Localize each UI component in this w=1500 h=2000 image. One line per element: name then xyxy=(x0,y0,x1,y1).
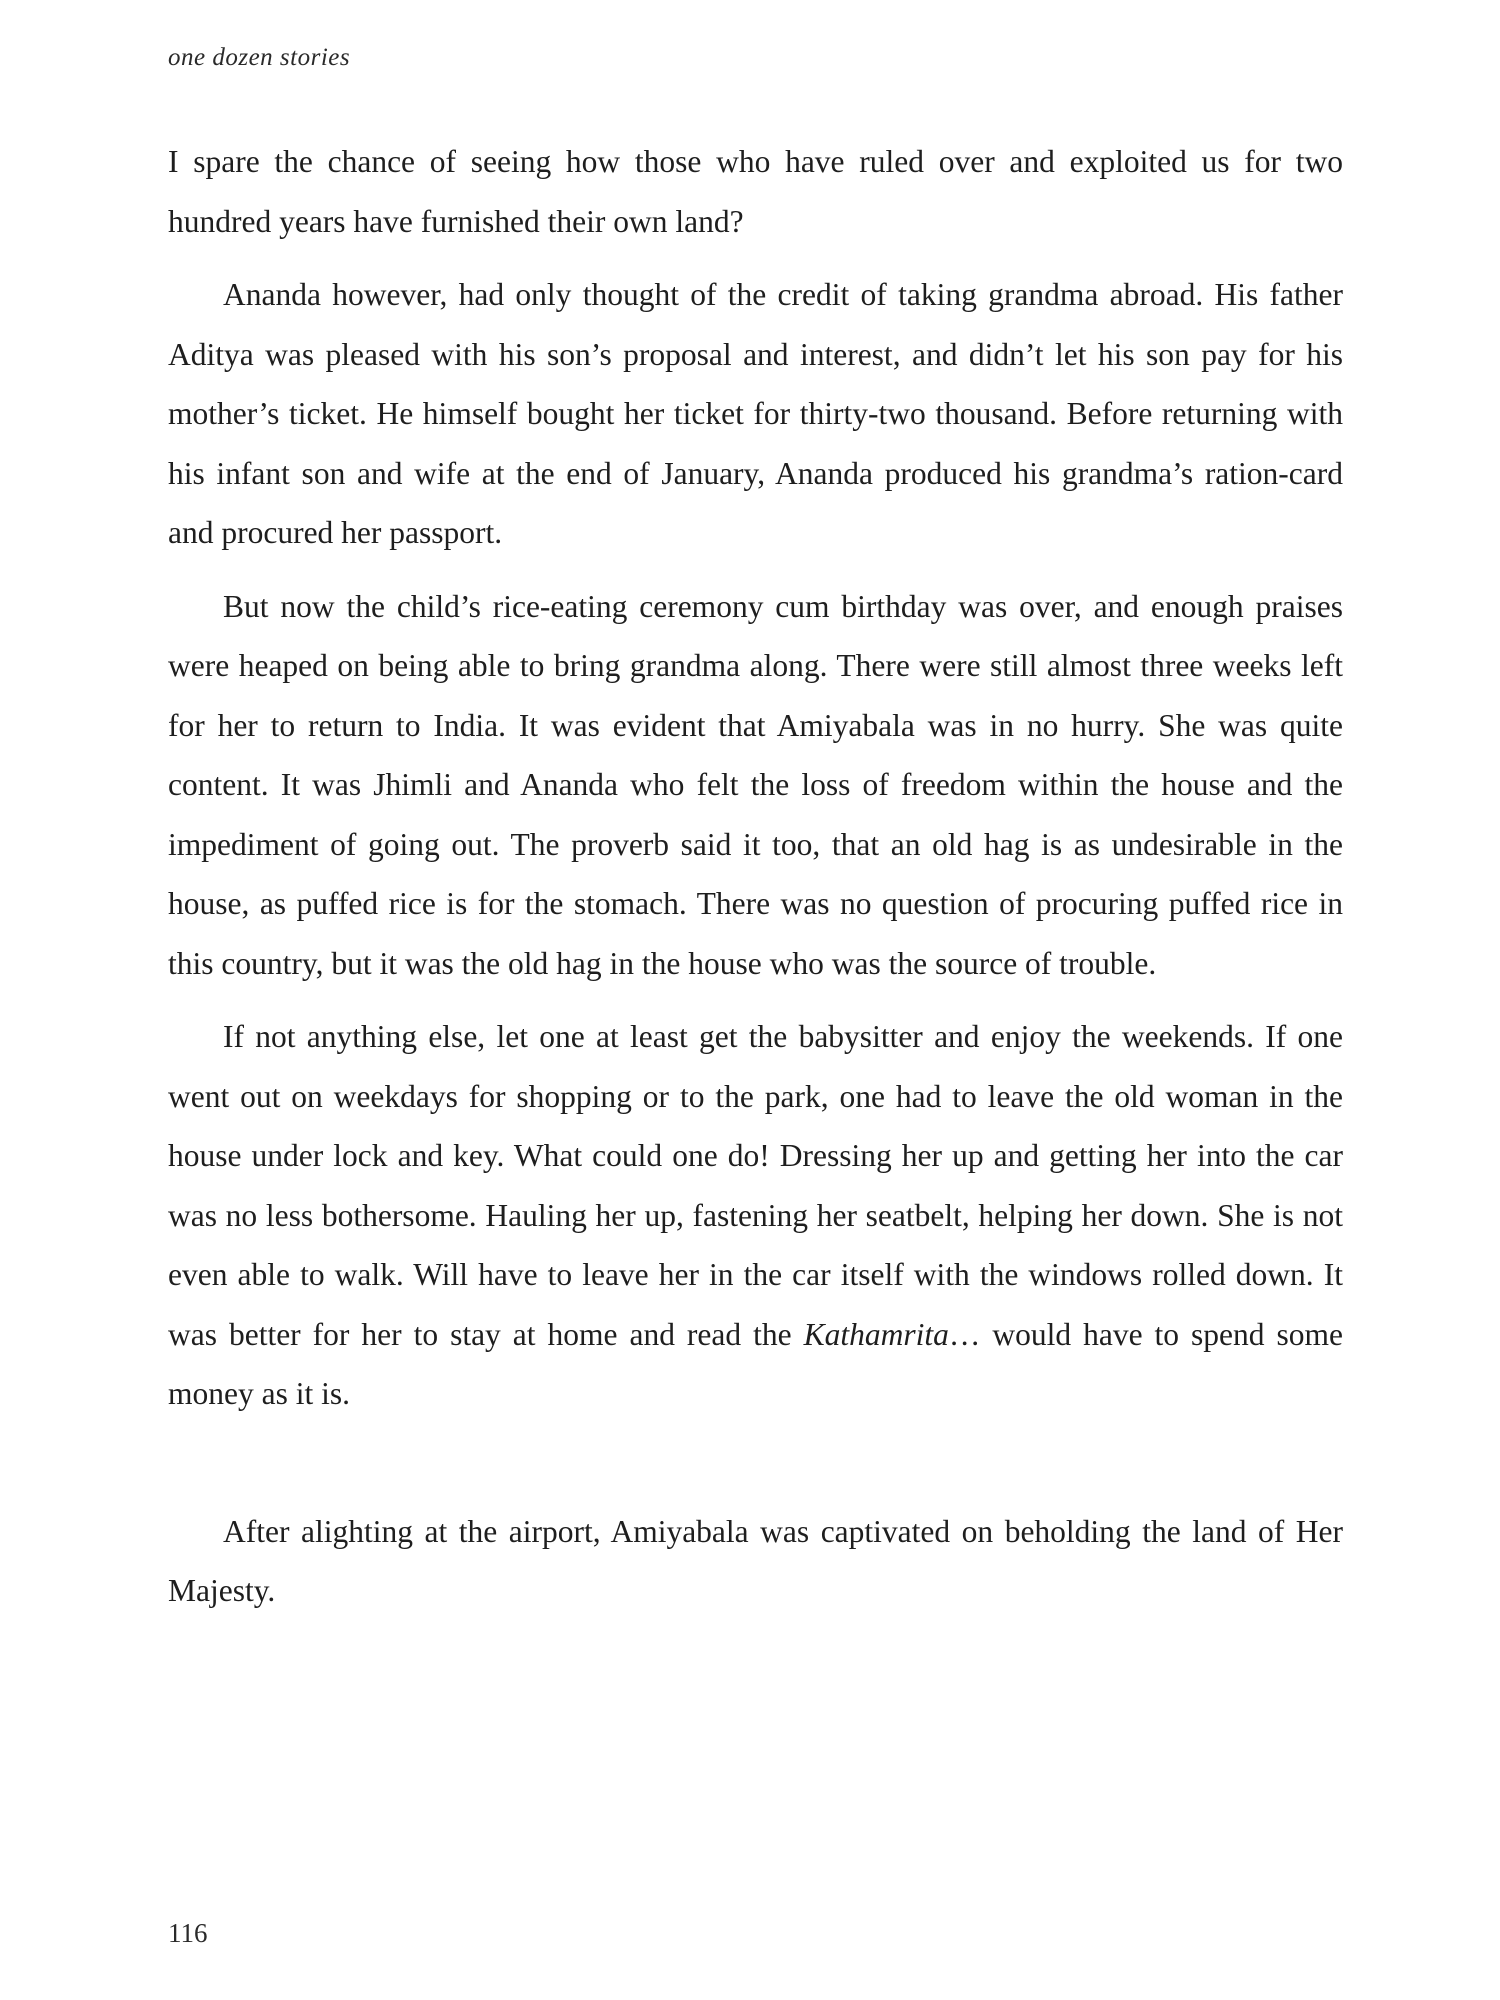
paragraph-airport: After alighting at the airport, Amiyabala was captivated on beholding the land of Her Majesty. xyxy=(168,1513,1343,1608)
paragraph-rice-eating-ceremony: But now the child’s rice-eating ceremony cum birthday was over, and enough praises were heaped on being able to bring grandma along. There were still almost three weeks left for her to return to India. It was evident that Amiyabala was in no hurry. She was quite content. It was Jhimli and Ananda who felt the loss of freedom within the house and the impediment of going out. The proverb said it too, that an old hag is as undesirable in the house, as puffed rice is for the stomach. There was no question of procuring puffed rice in this country, but it was the old hag in the house who was the source of trouble. xyxy=(168,588,1343,981)
body-text xyxy=(168,132,1343,1621)
paragraph-weekends-ending: … would have to spend some money as it is. xyxy=(168,1316,1343,1411)
paragraph-weekends-text: If not anything else, let one at least get the babysitter and enjoy the weekends. If one went out on weekdays for shopping or to the park, one had to leave the old woman in the house under lock and key. What could one do! Dressing her up and getting her into the car was no less bothersome. Hauling her up, fastening her seatbelt, helping her down. She is not even able to walk. Will have to leave her in the car itself with the windows rolled down. It was better for her to stay at home and read the xyxy=(168,1019,1343,1352)
paragraph-weekends xyxy=(168,1007,1343,1424)
running-header: one dozen stories xyxy=(168,44,351,71)
book-title-italic: Kathamrita xyxy=(803,1316,949,1352)
paragraph-ananda: Ananda however, had only thought of the credit of taking grandma abroad. His father Aditya was pleased with his son’s proposal and interest, and didn’t let his son pay for his mother’s ticket. He himself bought her ticket for thirty-two thousand. Before returning with his infant son and wife at the end of January, Ananda produced his grandma’s ration-card and procured her passport. xyxy=(168,277,1343,550)
page-number: 116 xyxy=(168,1918,208,1948)
paragraph-continuation: I spare the chance of seeing how those who have ruled over and exploited us for two hundred years have furnished their own land? xyxy=(168,144,1343,239)
